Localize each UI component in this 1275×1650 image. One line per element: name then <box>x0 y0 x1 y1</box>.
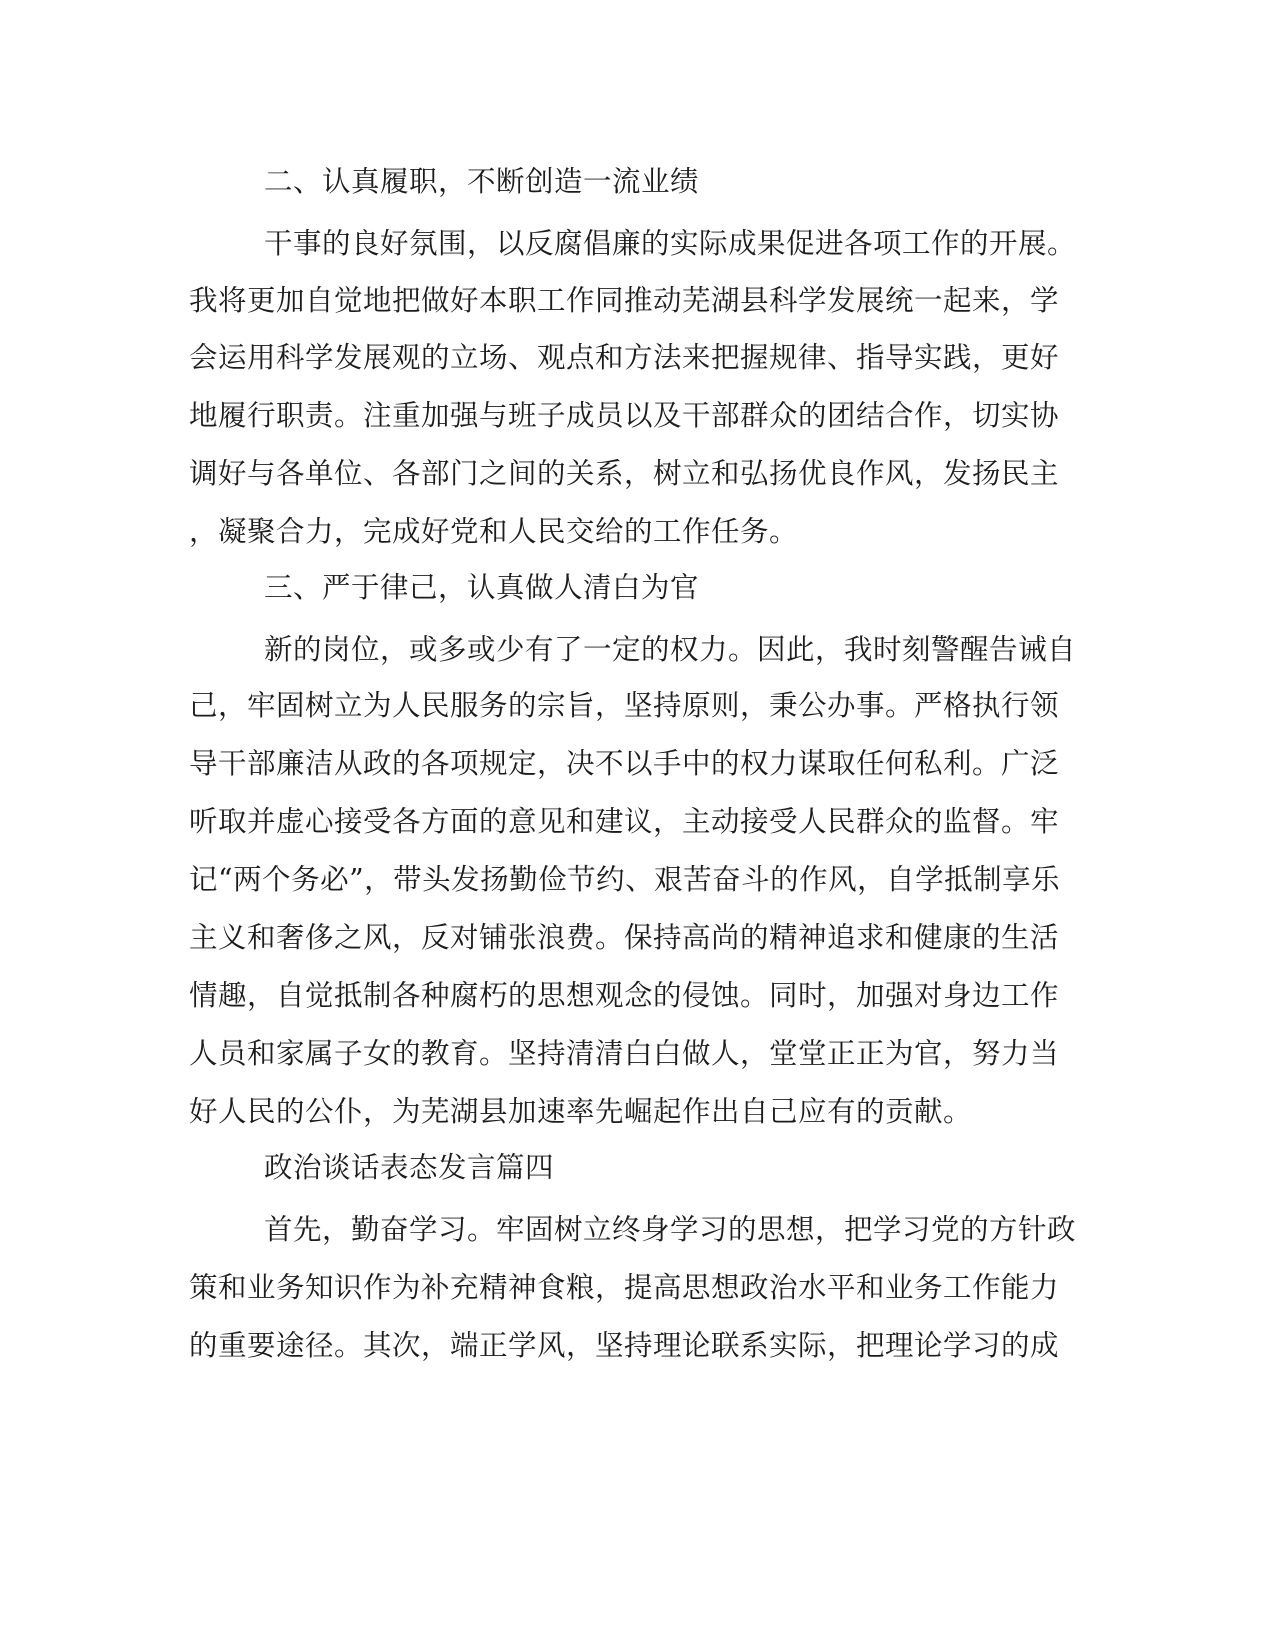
body-line: 听取并虚心接受各方面的意见和建议，主动接受人民群众的监督。牢 <box>189 805 1060 838</box>
body-line: ，凝聚合力，完成好党和人民交给的工作任务。 <box>189 515 799 548</box>
body-line: 会运用科学发展观的立场、观点和方法来把握规律、指导实践，更好 <box>189 341 1060 374</box>
body-line: 我将更加自觉地把做好本职工作同推动芜湖县科学发展统一起来，学 <box>189 284 1060 317</box>
body-line: 导干部廉洁从政的各项规定，决不以手中的权力谋取任何私利。广泛 <box>189 747 1060 780</box>
body-line: 首先，勤奋学习。牢固树立终身学习的思想，把学习党的方针政 <box>264 1213 1077 1246</box>
section-heading-3: 三、严于律己，认真做人清白为官 <box>264 571 700 604</box>
body-line: 策和业务知识作为补充精神食粮，提高思想政治水平和业务工作能力 <box>189 1271 1060 1304</box>
body-line: 干事的良好氛围，以反腐倡廉的实际成果促进各项工作的开展。 <box>264 227 1077 260</box>
body-line: 记“两个务必”，带头发扬勤俭节约、艰苦奋斗的作风，自学抵制享乐 <box>189 863 1061 896</box>
body-line: 的重要途径。其次，端正学风，坚持理论联系实际，把理论学习的成 <box>189 1329 1060 1362</box>
body-line: 调好与各单位、各部门之间的关系，树立和弘扬优良作风，发扬民主 <box>189 457 1060 490</box>
section-heading-2: 二、认真履职，不断创造一流业绩 <box>264 165 700 198</box>
body-line: 地履行职责。注重加强与班子成员以及干部群众的团结合作，切实协 <box>189 399 1060 432</box>
body-line: 主义和奢侈之风，反对铺张浪费。保持高尚的精神追求和健康的生活 <box>189 921 1060 954</box>
section-heading-article-4: 政治谈话表态发言篇四 <box>264 1151 555 1184</box>
body-line: 好人民的公仆，为芜湖县加速率先崛起作出自己应有的贡献。 <box>189 1095 973 1128</box>
body-line: 人员和家属子女的教育。坚持清清白白做人，堂堂正正为官，努力当 <box>189 1037 1060 1070</box>
body-line: 己，牢固树立为人民服务的宗旨，坚持原则，秉公办事。严格执行领 <box>189 689 1060 722</box>
body-line: 新的岗位，或多或少有了一定的权力。因此，我时刻警醒告诫自 <box>264 633 1077 666</box>
body-line: 情趣，自觉抵制各种腐朽的思想观念的侵蚀。同时，加强对身边工作 <box>189 979 1060 1012</box>
